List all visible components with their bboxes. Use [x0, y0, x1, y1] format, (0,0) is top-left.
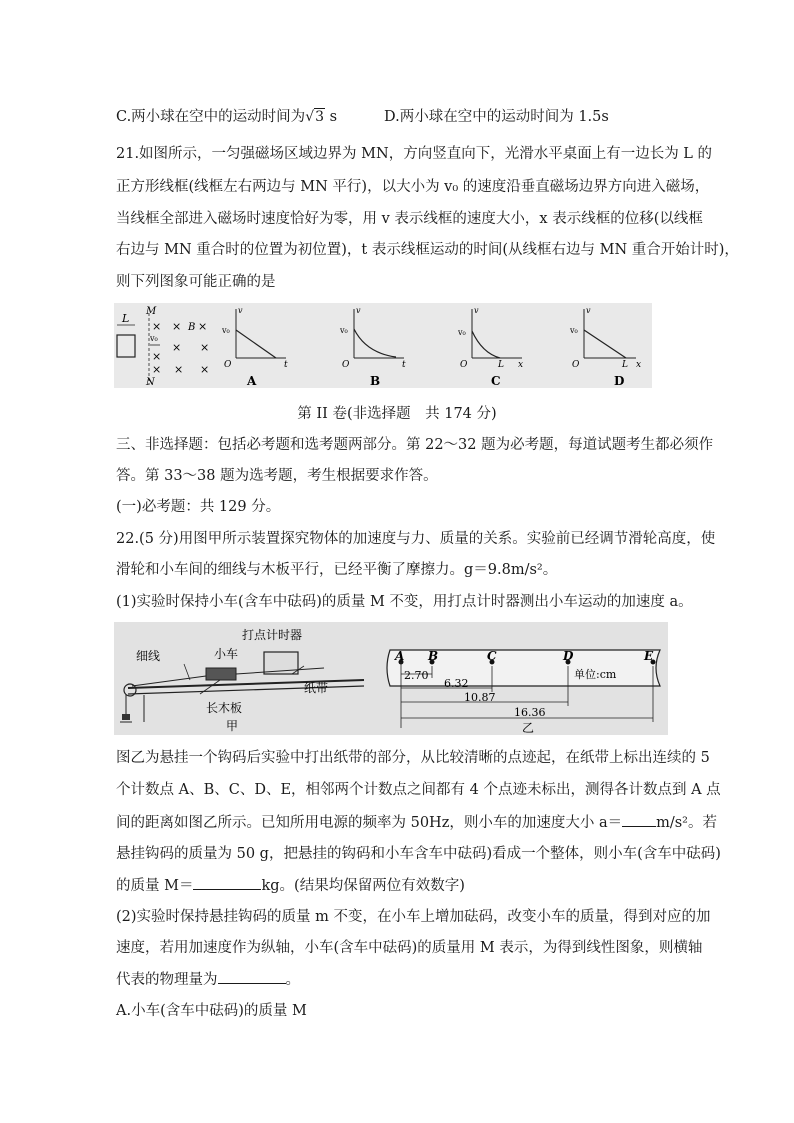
answer-blank-axis[interactable]: [218, 969, 286, 984]
part2-title: 第 II 卷(非选择题 共 174 分): [297, 406, 497, 422]
q22-p3-unit: m/s²。若: [656, 815, 717, 831]
q22-p8: [116, 969, 300, 990]
label-B: B: [428, 649, 439, 663]
axis-v-label: v: [238, 306, 243, 315]
label-D: D: [563, 649, 574, 663]
label-jia: 甲: [226, 719, 239, 733]
q20-option-c: [116, 107, 337, 127]
axis-v-label: v: [586, 306, 591, 315]
v0-label: v₀: [222, 326, 230, 335]
label-L: L: [122, 312, 130, 325]
q21-line-4: 右边与 MN 重合时的位置为初位置)，t 表示线框运动的时间(从线框右边与 MN 重合开始计时)，: [116, 242, 739, 258]
q22-p4: 悬挂钩码的质量为 50 g，把悬挂的钩码和小车含车中砝码)看成一个整体，则小车(含车中砝码): [116, 846, 721, 862]
q22-p2: 个计数点 A、B、C、D、E，相邻两个计数点之间都有 4 个点迹未标出，测得各计数点到 A 点: [116, 782, 721, 798]
q22-line-1: 22.(5 分)用图甲所示装置探究物体的加速度与力、质量的关系。实验前已经调节滑轮高度，使: [116, 531, 716, 547]
label-v0: v₀: [150, 334, 158, 343]
axis-t-label: t: [402, 360, 406, 370]
hook-weight-icon: [122, 714, 130, 720]
graph-A-label: A: [247, 374, 257, 388]
q22-p8-text: 代表的物理量为: [116, 972, 218, 988]
label-xiaoche: 小车: [214, 647, 239, 661]
origin-label: O: [224, 360, 232, 370]
magnetic-field-crosses: [152, 320, 209, 376]
q22-p3: [116, 812, 717, 833]
v0-label: v₀: [458, 328, 466, 337]
label-dadian: 打点计时器: [242, 628, 303, 642]
label-M: M: [146, 306, 157, 317]
q22-p6: (2)实验时保持悬挂钩码的质量 m 不变，在小车上增加砝码，改变小车的质量，得到对应的加: [116, 909, 711, 925]
q21-line-2: 正方形线框(线框左右两边与 MN 平行)，以大小为 v₀ 的速度沿垂直磁场边界方向进入磁场，: [116, 179, 710, 195]
axis-x-label: x: [636, 360, 642, 370]
q21-figure: [114, 303, 652, 388]
axis-x-label: x: [518, 360, 524, 370]
q22-p5-tail: kg。(结果均保留两位有效数字): [261, 878, 465, 894]
axis-t-label: t: [284, 360, 288, 370]
label-A: A: [395, 649, 405, 663]
cart-icon: [206, 668, 236, 680]
axis-v-label: v: [356, 306, 361, 315]
L-tick-label: L: [622, 360, 628, 370]
graph-D-label: D: [614, 374, 625, 388]
answer-blank-a[interactable]: [622, 812, 656, 827]
distance-AB: 2.70: [404, 669, 429, 682]
graph-C: [457, 306, 523, 388]
q21-line-3: 当线框全部进入磁场时速度恰好为零，用 v 表示线框的速度大小，x 表示线框的位移(以线框: [116, 211, 703, 227]
unit-label: 单位:cm: [574, 668, 617, 681]
cross: ×: [152, 363, 162, 376]
cross: ×: [152, 320, 162, 333]
q22-option-a: A.小车(含车中砝码)的质量 M: [116, 1003, 307, 1019]
apparatus-jia: [120, 627, 364, 733]
label-E: E: [644, 649, 654, 663]
part2-line-3: (一)必考题：共 129 分。: [116, 499, 281, 515]
q21-line-5: 则下列图象可能正确的是: [116, 274, 276, 290]
origin-label: O: [342, 360, 350, 370]
v0-label: v₀: [340, 326, 348, 335]
q22-figure: [114, 622, 668, 735]
v0-label: v₀: [570, 326, 578, 335]
q22-p7: 速度，若用加速度作为纵轴，小车(含车中砝码)的质量用 M 表示，为得到线性图象，则横轴: [116, 940, 703, 956]
L-tick-label: L: [498, 360, 504, 370]
cross: ×: [172, 320, 182, 333]
square-frame: [117, 335, 135, 357]
sqrt-symbol: √3: [305, 109, 325, 125]
distance-AD: 10.87: [464, 691, 496, 704]
q20-option-c-unit: s: [325, 109, 338, 125]
cross: ×: [198, 320, 208, 333]
q22-p5: [116, 875, 465, 896]
q20-option-d: D.两小球在空中的运动时间为 1.5s: [384, 109, 609, 125]
graph-A: [221, 306, 288, 388]
q21-line-1: 21.如图所示，一匀强磁场区域边界为 MN，方向竖直向下，光滑水平桌面上有一边长为 L 的: [116, 146, 713, 162]
paper-tape-yi: [387, 649, 660, 735]
part2-line-2: 答。第 33～38 题为选考题，考生根据要求作答。: [116, 468, 438, 484]
sqrt-radicand: 3: [315, 109, 325, 125]
q22-line-3: (1)实验时保持小车(含车中砝码)的质量 M 不变，用打点计时器测出小车运动的加速度 a。: [116, 594, 693, 610]
label-changmuban: 长木板: [206, 701, 243, 715]
graph-B: [339, 306, 406, 388]
distance-AE: 16.36: [514, 706, 546, 719]
cross: ×: [152, 350, 162, 363]
q22-p3-text: 间的距离如图乙所示。已知所用电源的频率为 50Hz，则小车的加速度大小 a＝: [116, 815, 623, 831]
q22-p5-text: 的质量 M＝: [116, 878, 194, 894]
label-yi: 乙: [522, 721, 535, 735]
label-zhidai: 纸带: [304, 681, 329, 695]
q20-option-c-text: C.两小球在空中的运动时间为: [116, 109, 306, 125]
axis-v-label: v: [474, 306, 479, 315]
label-xixian: 细线: [136, 649, 161, 663]
cross: ×: [172, 341, 182, 354]
origin-label: O: [572, 360, 580, 370]
cross: ×: [200, 341, 210, 354]
graph-C-label: C: [491, 374, 501, 388]
origin-label: O: [460, 360, 468, 370]
q22-p8-tail: 。: [285, 972, 300, 988]
label-C: C: [487, 649, 497, 663]
graph-D: [569, 306, 641, 388]
cross: ×: [200, 363, 210, 376]
label-B: B: [188, 322, 196, 333]
distance-AC: 6.32: [444, 677, 469, 690]
q22-line-2: 滑轮和小车间的细线与木板平行，已经平衡了摩擦力。g＝9.8m/s²。: [116, 562, 558, 578]
q22-p1: 图乙为悬挂一个钩码后实验中打出纸带的部分，从比较清晰的点迹起，在纸带上标出连续的 5: [116, 750, 710, 766]
graph-B-label: B: [370, 374, 381, 388]
cross: ×: [174, 363, 184, 376]
q22-figure-svg: [114, 622, 668, 735]
q21-figure-svg: [114, 303, 652, 388]
label-N: N: [146, 377, 155, 388]
part2-line-1: 三、非选择题：包括必考题和选考题两部分。第 22～32 题为必考题，每道试题考生都必须作: [116, 437, 714, 453]
answer-blank-M[interactable]: [193, 875, 261, 890]
